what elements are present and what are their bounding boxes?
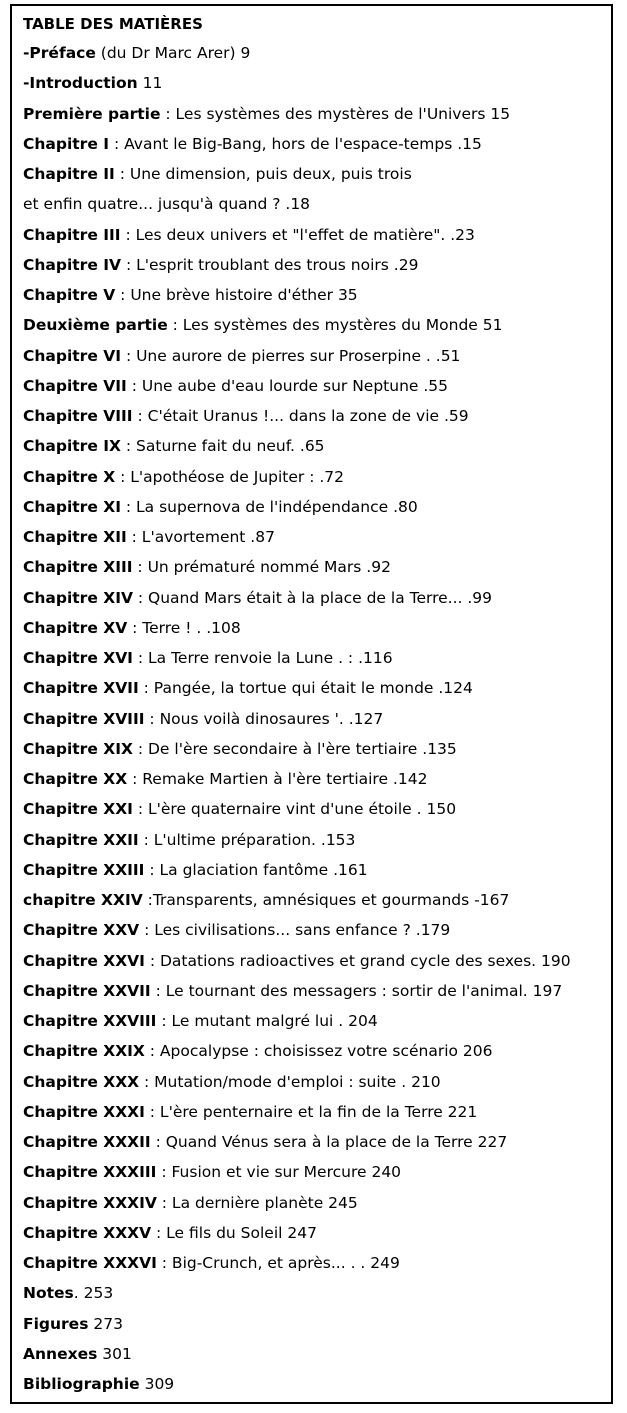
toc-entry-heading: Chapitre XXI — [23, 800, 133, 819]
toc-entry-text: : Le tournant des messagers : sortir de l'animal. 197 — [150, 981, 563, 1000]
toc-entry-heading: Chapitre XXXI — [23, 1102, 145, 1121]
toc-entry — [23, 466, 571, 496]
toc-entry-text: : Pangée, la tortue qui était le monde .124 — [138, 679, 473, 698]
toc-entry-text: : De l'ère secondaire à l'ère tertiaire .135 — [132, 739, 457, 758]
toc-entry-text: (du Dr Marc Arer) 9 — [95, 44, 251, 62]
toc-entry-heading: Chapitre XXIX — [23, 1042, 145, 1061]
toc-entry — [23, 72, 571, 102]
toc-entry-heading: Chapitre XXVIII — [23, 1012, 157, 1030]
toc-entry-text: : Une aurore de pierres sur Proserpine . .51 — [121, 346, 461, 365]
toc-entry-heading: Chapitre XIV — [23, 588, 133, 607]
toc-entry-text: 273 — [88, 1314, 123, 1333]
toc-entry-text: : La Terre renvoie la Lune . : .116 — [132, 649, 393, 667]
toc-entry — [23, 1131, 571, 1161]
toc-entry-heading: Chapitre XXVI — [23, 951, 145, 970]
toc-entry-heading: Chapitre VIII — [23, 407, 133, 425]
toc-entry-text: : Quand Vénus sera à la place de la Terre 227 — [150, 1133, 508, 1151]
toc-entry — [23, 1343, 571, 1373]
toc-entry — [23, 556, 571, 586]
toc-entry — [23, 859, 571, 889]
toc-entry — [23, 42, 571, 72]
toc-entry-text: 301 — [97, 1344, 132, 1363]
toc-entry-heading: chapitre XXIV — [23, 891, 143, 909]
toc-entry — [23, 1222, 571, 1252]
toc-entry-heading: Chapitre XXXIII — [23, 1163, 157, 1182]
toc-entry — [23, 314, 571, 344]
toc-entry-text: : L'esprit troublant des trous noirs .29 — [121, 255, 419, 274]
toc-entry-text: et enfin quatre... jusqu'à quand ? .18 — [23, 195, 311, 214]
toc-entry-text: : La glaciation fantôme .161 — [144, 860, 368, 879]
toc-entry — [23, 889, 571, 919]
toc-entry — [23, 163, 571, 193]
toc-entry-heading: Chapitre IV — [23, 255, 122, 274]
toc-entry-text: : C'était Uranus !... dans la zone de vie .59 — [132, 407, 469, 425]
toc-entry-heading: Chapitre XVIII — [23, 709, 145, 728]
toc-entry — [23, 950, 571, 980]
toc-entry-text: . 253 — [73, 1284, 114, 1303]
toc-entry-heading: Chapitre VII — [23, 376, 127, 395]
toc-entry-heading: Chapitre XIX — [23, 739, 133, 758]
toc-entry — [23, 1373, 571, 1403]
toc-entry-text: : Le fils du Soleil 247 — [151, 1223, 317, 1242]
toc-entry — [23, 829, 571, 859]
toc-entry — [23, 708, 571, 738]
toc-entry-heading: Chapitre XXX — [23, 1072, 140, 1091]
toc-list — [23, 42, 571, 1403]
toc-entry-text: : L'ère quaternaire vint d'une étoile . 150 — [132, 800, 457, 819]
toc-entry — [23, 133, 571, 163]
toc-entry-text: : La dernière planète 245 — [156, 1193, 358, 1212]
toc-entry — [23, 405, 571, 435]
toc-entry-heading: Chapitre XXIII — [23, 860, 145, 879]
toc-entry — [23, 1313, 571, 1343]
toc-entry-text: : Les systèmes des mystères de l'Univers 15 — [160, 104, 511, 123]
toc-entry-text: : Apocalypse : choisissez votre scénario 206 — [144, 1042, 493, 1061]
toc-entry — [23, 193, 571, 223]
toc-entry — [23, 1010, 571, 1040]
toc-entry-heading: -Introduction — [23, 74, 138, 93]
toc-entry-heading: Chapitre IX — [23, 437, 121, 456]
toc-entry-heading: Chapitre XXV — [23, 921, 140, 940]
toc-entry-text: : Une brève histoire d'éther 35 — [115, 286, 358, 304]
toc-entry-text: : L'apothéose de Jupiter : .72 — [115, 467, 345, 486]
toc-entry-text: : Mutation/mode d'emploi : suite . 210 — [139, 1072, 441, 1091]
toc-entry-text: : Nous voilà dinosaures '. .127 — [144, 709, 384, 728]
toc-title: TABLE DES MATIÈRES — [23, 15, 203, 33]
toc-entry — [23, 345, 571, 375]
toc-entry-heading: Deuxième partie — [23, 316, 168, 335]
toc-entry — [23, 103, 571, 133]
toc-entry — [23, 224, 571, 254]
toc-entry-heading: Chapitre XIII — [23, 558, 133, 577]
toc-entry-heading: Chapitre XXII — [23, 830, 139, 849]
toc-entry — [23, 919, 571, 949]
toc-entry-text: : Saturne fait du neuf. .65 — [120, 437, 325, 456]
toc-entry-text: : L'avortement .87 — [126, 528, 275, 546]
toc-entry-text: : Les systèmes des mystères du Monde 51 — [167, 316, 503, 335]
toc-entry — [23, 496, 571, 526]
toc-entry-heading: Chapitre XII — [23, 528, 127, 546]
toc-entry-text: :Transparents, amnésiques et gourmands -167 — [142, 891, 510, 909]
toc-entry-heading: Bibliographie — [23, 1375, 140, 1393]
toc-entry-text: 11 — [137, 74, 163, 93]
toc-entry-text: : Datations radioactives et grand cycle des sexes. 190 — [144, 951, 571, 970]
toc-entry — [23, 1040, 571, 1070]
toc-entry — [23, 1252, 571, 1282]
toc-entry-text: : Une dimension, puis deux, puis trois — [114, 165, 412, 183]
toc-entry — [23, 254, 571, 284]
toc-entry-heading: Chapitre X — [23, 467, 116, 486]
toc-entry-heading: Chapitre V — [23, 286, 116, 304]
toc-entry — [23, 1071, 571, 1101]
toc-entry-text: : L'ère penternaire et la fin de la Terre 221 — [144, 1102, 478, 1121]
toc-entry — [23, 617, 571, 647]
toc-entry — [23, 1282, 571, 1312]
toc-entry-heading: Notes — [23, 1284, 74, 1303]
toc-entry-heading: Chapitre XI — [23, 497, 121, 516]
toc-entry-heading: Chapitre II — [23, 165, 115, 183]
toc-entry-heading: Chapitre VI — [23, 346, 122, 365]
toc-entry-heading: Chapitre XXXIV — [23, 1193, 157, 1212]
toc-entry-heading: -Préface — [23, 44, 96, 62]
toc-entry-heading: Chapitre XVI — [23, 649, 133, 667]
toc-entry-text: : Un prématuré nommé Mars .92 — [132, 558, 391, 577]
toc-entry-text: : Les deux univers et "l'effet de matière". .23 — [120, 225, 475, 244]
toc-entry — [23, 647, 571, 677]
toc-entry — [23, 738, 571, 768]
toc-entry — [23, 1101, 571, 1131]
toc-entry-text: : Remake Martien à l'ère tertiaire .142 — [127, 770, 428, 788]
toc-entry — [23, 587, 571, 617]
toc-entry — [23, 1161, 571, 1191]
toc-entry — [23, 375, 571, 405]
toc-entry-text: : Le mutant malgré lui . 204 — [156, 1012, 378, 1030]
toc-entry — [23, 435, 571, 465]
toc-entry-text: : Terre ! . .108 — [127, 618, 241, 637]
toc-entry-text: : Les civilisations... sans enfance ? .179 — [139, 921, 451, 940]
toc-entry-heading: Chapitre XXXV — [23, 1223, 152, 1242]
toc-entry — [23, 1192, 571, 1222]
toc-entry-text: : Avant le Big-Bang, hors de l'espace-temps .15 — [109, 134, 482, 153]
toc-entry-text: : L'ultime préparation. .153 — [138, 830, 356, 849]
toc-entry-heading: Chapitre XXXII — [23, 1133, 151, 1151]
toc-entry — [23, 526, 571, 556]
toc-entry-text: : Fusion et vie sur Mercure 240 — [156, 1163, 402, 1182]
toc-entry-heading: Chapitre XXXVI — [23, 1254, 157, 1272]
toc-entry — [23, 980, 571, 1010]
toc-entry-heading: Chapitre XX — [23, 770, 128, 788]
toc-entry — [23, 677, 571, 707]
toc-entry-text: : La supernova de l'indépendance .80 — [120, 497, 418, 516]
toc-entry-heading: Chapitre XXVII — [23, 981, 151, 1000]
toc-entry-text: : Quand Mars était à la place de la Terre... .99 — [132, 588, 493, 607]
toc-entry-heading: Première partie — [23, 104, 161, 123]
toc-entry-heading: Chapitre XVII — [23, 679, 139, 698]
toc-entry-heading: Figures — [23, 1314, 89, 1333]
toc-entry-heading: Annexes — [23, 1344, 98, 1363]
toc-entry-text: : Big-Crunch, et après... . . 249 — [156, 1254, 400, 1272]
toc-entry — [23, 768, 571, 798]
toc-entry — [23, 798, 571, 828]
toc-entry-text: 309 — [139, 1375, 175, 1393]
toc-entry-text: : Une aube d'eau lourde sur Neptune .55 — [126, 376, 449, 395]
toc-entry-heading: Chapitre I — [23, 134, 110, 153]
toc-entry-heading: Chapitre XV — [23, 618, 128, 637]
toc-entry-heading: Chapitre III — [23, 225, 121, 244]
toc-entry — [23, 284, 571, 314]
